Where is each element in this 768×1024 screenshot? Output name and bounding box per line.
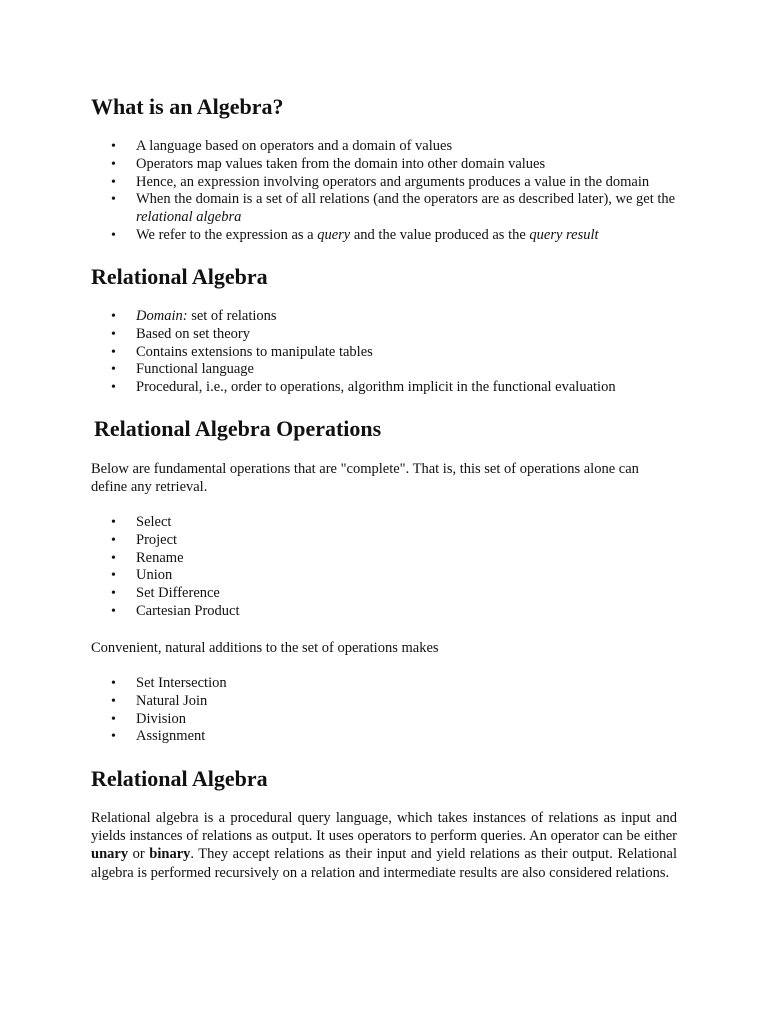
bullet-list — [91, 514, 677, 621]
bullet-icon: • — [111, 227, 116, 243]
text-run: Procedural, i.e., order to operations, algorithm implicit in the functional evaluation — [136, 379, 616, 396]
list-item — [91, 585, 677, 603]
list-item — [91, 138, 677, 156]
list-item — [91, 532, 677, 550]
italic-text: query result — [529, 226, 599, 243]
bullet-icon: • — [111, 380, 116, 396]
bullet-icon: • — [111, 344, 116, 360]
bullet-icon: • — [111, 174, 116, 190]
italic-text: Domain: — [136, 308, 188, 324]
bullet-list — [91, 138, 677, 245]
text-run: Assignment — [136, 728, 206, 745]
list-item — [91, 227, 677, 245]
section-heading-what-is-an-algebra: What is an Algebra? — [91, 94, 284, 119]
text-run: Operators map values taken from the domain into other domain values — [136, 155, 546, 172]
text-run: We refer to the expression as a — [136, 226, 318, 243]
bullet-list — [91, 675, 677, 746]
text-run: . They accept relations as their input and yield relations as their output. Relational algebra is performed recursively on a relation and intermediate results are also considered relations. — [91, 846, 677, 881]
list-item — [91, 308, 677, 326]
list-item — [91, 550, 677, 568]
bullet-icon: • — [111, 729, 116, 745]
operations-intro-paragraph: Below are fundamental operations that are "complete". That is, this set of operations alone can define any retrieval. — [91, 461, 639, 496]
list-item — [91, 326, 677, 344]
text-run: Union — [136, 567, 173, 584]
text-run: Contains extensions to manipulate tables — [136, 343, 373, 360]
italic-text: relational algebra — [136, 209, 242, 226]
text-run: set of relations — [187, 308, 277, 324]
list-item — [91, 174, 677, 192]
list-item — [91, 379, 677, 397]
section-heading-relational-algebra-2: Relational Algebra — [91, 766, 268, 791]
text-run: Relational algebra is a procedural query language, which takes instances of relations as input and yields instances of relations as output. It uses operators to perform queries. An operator can be either — [91, 810, 677, 845]
text-run: A language based on operators and a domain of values — [136, 138, 453, 154]
bullet-icon: • — [111, 568, 116, 584]
list-item — [91, 728, 677, 746]
list-item — [91, 693, 677, 711]
list-item — [91, 344, 677, 362]
text-run: Project — [136, 531, 178, 548]
bullet-icon: • — [111, 326, 116, 342]
text-run: or — [128, 846, 150, 863]
text-run: When the domain is a set of all relations (and the operators are as described later), we get the — [136, 191, 676, 208]
bullet-list — [91, 308, 677, 397]
text-run: Set Difference — [136, 585, 220, 602]
text-run: and the value produced as the — [350, 226, 530, 243]
text-run: Rename — [136, 549, 184, 566]
text-run: Division — [136, 710, 186, 727]
list-item — [91, 675, 677, 693]
text-run: Select — [136, 514, 172, 530]
italic-text: query — [317, 226, 351, 243]
bullet-icon: • — [111, 362, 116, 378]
relational-algebra-paragraph — [91, 809, 677, 882]
list-item — [91, 191, 677, 227]
bullet-icon: • — [111, 515, 116, 530]
bullet-icon: • — [111, 309, 116, 324]
list-item — [91, 567, 677, 585]
bullet-icon: • — [111, 693, 116, 709]
section-heading-relational-algebra: Relational Algebra — [91, 264, 268, 289]
bullet-icon: • — [111, 603, 116, 619]
text-run: Set Intersection — [136, 675, 227, 691]
bullet-icon: • — [111, 192, 116, 208]
bullet-icon: • — [111, 711, 116, 727]
bullet-icon: • — [111, 676, 116, 691]
bullet-icon: • — [111, 532, 116, 548]
bold-text: binary — [149, 846, 191, 863]
bullet-icon: • — [111, 586, 116, 602]
text-run: Hence, an expression involving operators and arguments produces a value in the domain — [136, 173, 650, 190]
bullet-icon: • — [111, 550, 116, 566]
bold-text: unary — [91, 846, 129, 863]
list-item — [91, 156, 677, 174]
list-item — [91, 514, 677, 532]
list-item — [91, 603, 677, 621]
text-run: Based on set theory — [136, 325, 250, 342]
text-run: Cartesian Product — [136, 602, 240, 619]
text-run: Functional language — [136, 361, 254, 378]
text-run: Natural Join — [136, 692, 208, 709]
list-item — [91, 361, 677, 379]
list-item — [91, 711, 677, 729]
bullet-icon: • — [111, 139, 116, 154]
bullet-icon: • — [111, 156, 116, 172]
section-heading-relational-algebra-operations: Relational Algebra Operations — [94, 416, 382, 441]
additions-paragraph: Convenient, natural additions to the set of operations makes — [91, 640, 439, 656]
